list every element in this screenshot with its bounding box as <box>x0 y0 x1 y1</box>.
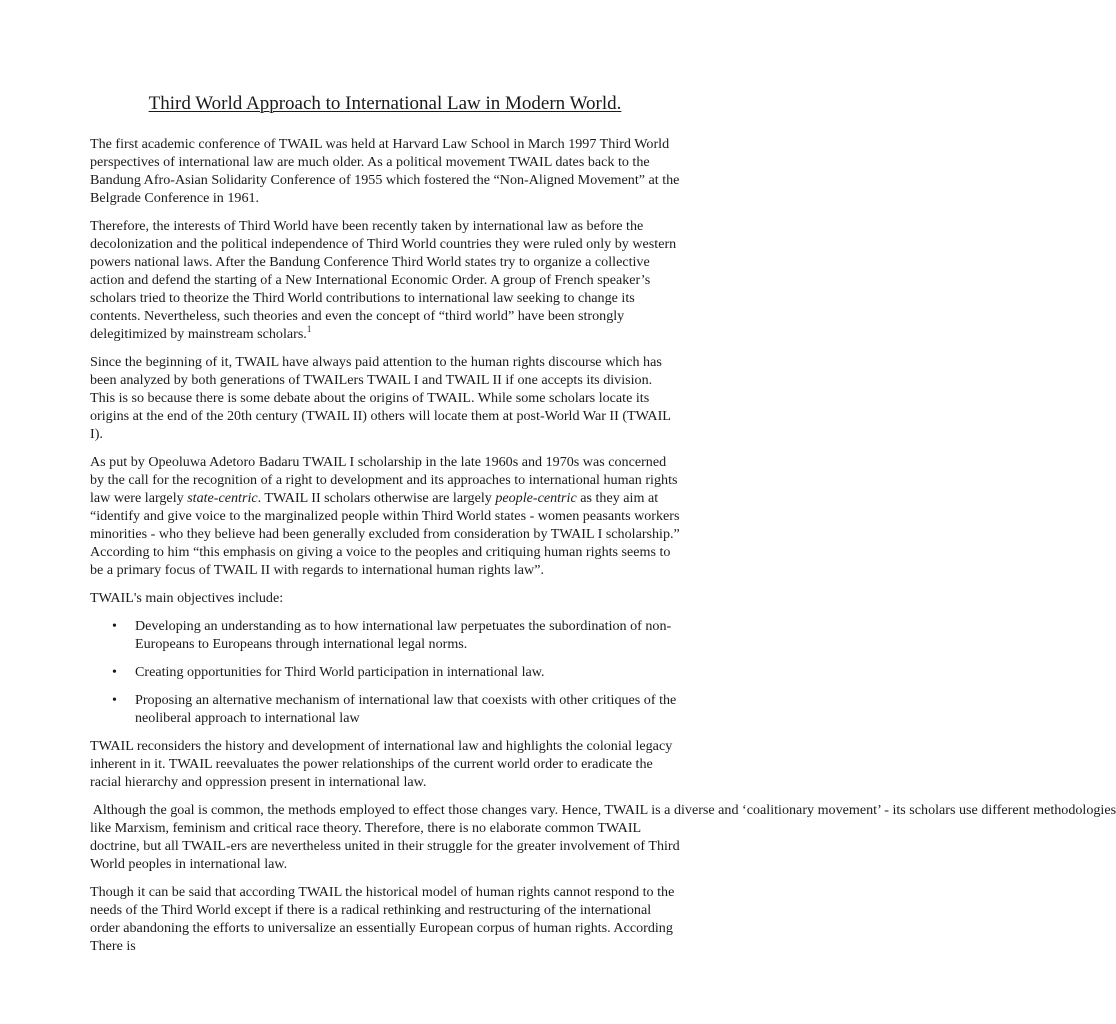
paragraph-6 <box>90 801 1116 873</box>
footnote-reference[interactable]: 1 <box>306 324 312 334</box>
list-item <box>90 691 680 727</box>
paragraph-5 <box>90 737 680 791</box>
paragraph-4-text-b: . TWAIL II scholars otherwise are largely <box>257 490 496 506</box>
paragraph-2 <box>90 217 680 343</box>
paragraph-1 <box>90 135 680 207</box>
objectives-list <box>90 617 680 727</box>
paragraph-1-text: The first academic conference of TWAIL was held at Harvard Law School in March 1997 Third World perspectives of international law are much older. As a political movement TWAIL dates back to the Bandung Afro-Asian Solidarity Conference of 1955 which fostered the “Non-Aligned Movement” at the Belgrade Conference in 1961. <box>90 136 680 206</box>
objectives-intro: TWAIL's main objectives include: <box>90 590 284 606</box>
paragraph-3 <box>90 353 680 443</box>
paragraph-6-line-2: like Marxism, feminism and critical race theory. Therefore, there is no elaborate common TWAIL doctrine, but all TWAIL-ers are nevertheless united in their struggle for the greater involvement of Third World peoples in international law. <box>90 820 680 872</box>
list-item-text: Developing an understanding as to how international law perpetuates the subordination of non-Europeans to Europeans through international legal norms. <box>135 618 672 652</box>
paragraph-4-text-a: As put by Opeoluwa Adetoro Badaru TWAIL I scholarship in the late 1960s and 1970s was concerned by the call for the recognition of a right to development and its approaches to international human rights law were largely <box>90 454 678 506</box>
paragraph-7-text: Though it can be said that according TWAIL the historical model of human rights cannot respond to the needs of the Third World except if there is a radical rethinking and restructuring of the international order abandoning the efforts to universalize an essentially European corpus of human rights. According There is <box>90 884 675 954</box>
list-item-text: Creating opportunities for Third World participation in international law. <box>135 664 545 680</box>
paragraph-5-text: TWAIL reconsiders the history and development of international law and highlights the colonial legacy inherent in it. TWAIL reevaluates the power relationships of the current world order to eradicate the racial hierarchy and oppression present in international law. <box>90 738 673 790</box>
paragraph-4-text-c: as they aim at “identify and give voice to the marginalized people within Third World states - women peasants workers minorities - who they believe had been generally excluded from consideration by TWAIL I scholarship.” According to him “this emphasis on giving a voice to the peoples and critiquing human rights seems to be a primary focus of TWAIL II with regards to international human rights law”. <box>90 490 680 578</box>
paragraph-6-line-1: Although the goal is common, the methods employed to effect those changes vary. Hence, TWAIL is a diverse and ‘coalitionary movement’ - its scholars use different methodologies <box>90 802 1116 818</box>
emphasis-state-centric: state-centric <box>187 490 258 506</box>
paragraph-3-text: Since the beginning of it, TWAIL have always paid attention to the human rights discourse which has been analyzed by both generations of TWAILers TWAIL I and TWAIL II if one accepts its division. This is so because there is some debate about the origins of TWAIL. While some scholars locate its origins at the end of the 20th century (TWAIL II) others will locate them at post-World War II (TWAIL I). <box>90 354 671 442</box>
emphasis-people-centric: people-centric <box>495 490 577 506</box>
list-item <box>90 617 680 653</box>
bullet-icon: • <box>112 692 117 708</box>
paragraph-2-text: Therefore, the interests of Third World have been recently taken by international law as before the decolonization and the political independence of Third World countries they were ruled only by western powers national laws. After the Bandung Conference Third World states try to organize a collective action and defend the starting of a New International Economic Order. A group of French speaker’s scholars tried to theorize the Third World contributions to international law seeking to change its contents. Nevertheless, such theories and even the concept of “third world” have been strongly delegitimized by mainstream scholars. <box>90 218 677 342</box>
bullet-icon: • <box>112 664 117 680</box>
list-item <box>90 663 680 681</box>
bullet-icon: • <box>112 618 117 634</box>
document-title: Third World Approach to International Law in Modern World. <box>148 93 622 114</box>
paragraph-7 <box>90 883 680 955</box>
list-item-text: Proposing an alternative mechanism of international law that coexists with other critiques of the neoliberal approach to international law <box>135 692 677 726</box>
paragraph-4 <box>90 453 680 579</box>
